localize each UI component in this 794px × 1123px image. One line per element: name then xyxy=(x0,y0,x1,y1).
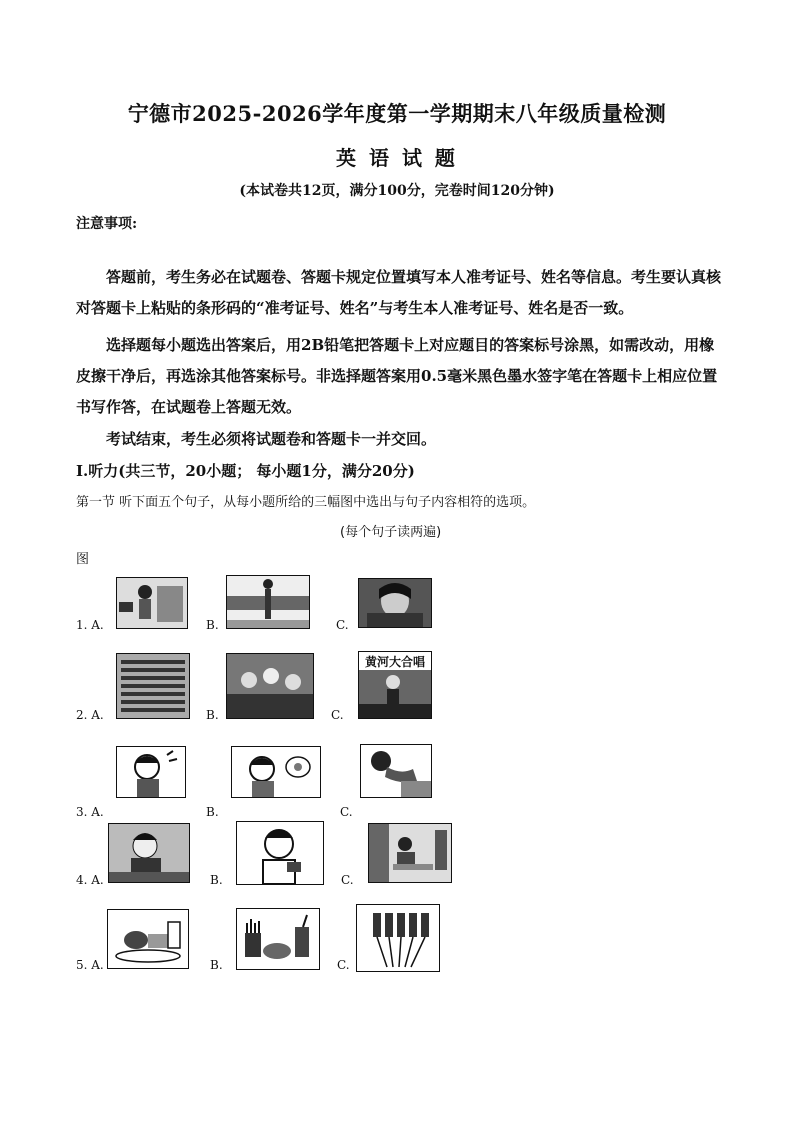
option-image xyxy=(236,908,320,970)
read-twice-note: (每个句子读两遍) xyxy=(340,525,442,540)
option-c-label: C. xyxy=(331,708,344,722)
listening-section-title: Ⅰ.听力(共三节，20小题； 每小题1分，满分20分) xyxy=(76,462,415,480)
part1-instruction: 第一节 听下面五个句子，从每小题所给的三幅图中选出与句子内容相符的选项。 xyxy=(76,495,536,510)
question-number: 1. A. xyxy=(76,618,104,632)
option-image xyxy=(358,651,432,719)
option-image xyxy=(368,823,452,883)
option-image xyxy=(107,909,189,969)
option-b-label: B. xyxy=(206,708,219,722)
option-image xyxy=(226,575,310,629)
question-number: 3. A. xyxy=(76,805,104,819)
notice-paragraph-1: 答题前，考生务必在试题卷、答题卡规定位置填写本人准考证号、姓名等信息。考生要认真核对答题卡上粘贴的条形码的“准考证号、姓名”与考生本人准考证号、姓名是否一致。 xyxy=(76,268,722,317)
option-c-label: C. xyxy=(336,618,349,632)
question-number: 5. A. xyxy=(76,958,104,972)
banner-text: 黄河大合唱 xyxy=(364,655,426,669)
option-image xyxy=(358,578,432,628)
option-b-label: B. xyxy=(206,618,219,632)
subject-title: 英 语 试 题 xyxy=(336,146,458,170)
option-image xyxy=(226,653,314,719)
question-number: 4. A. xyxy=(76,873,104,887)
option-c-label: C. xyxy=(340,805,353,819)
option-image xyxy=(108,823,190,883)
option-image xyxy=(116,653,190,719)
exam-info: (本试卷共12页，满分100分，完卷时间120分钟) xyxy=(239,183,555,199)
notice-heading: 注意事项: xyxy=(76,216,138,232)
option-b-label: B. xyxy=(206,805,219,819)
option-b-label: B. xyxy=(210,958,223,972)
option-b-label: B. xyxy=(210,873,223,887)
option-c-label: C. xyxy=(341,873,354,887)
option-image xyxy=(231,746,321,798)
option-image xyxy=(116,577,188,629)
notice-paragraph-3: 考试结束，考生必须将试题卷和答题卡一并交回。 xyxy=(106,430,437,448)
option-image xyxy=(236,821,324,885)
figure-label: 图 xyxy=(76,552,90,567)
option-image xyxy=(360,744,432,798)
exam-title: 宁德市2025-2026学年度第一学期期末八年级质量检测 xyxy=(127,101,667,126)
question-number: 2. A. xyxy=(76,708,104,722)
notice-paragraph-2: 选择题每小题选出答案后，用2B铅笔把答题卡上对应题目的答案标号涂黑，如需改动，用橡皮擦干净后，再选涂其他答案标号。非选择题答案用0.5毫米黑色墨水签字笔在答题卡上相应位置书写作答，在试题卷上答题无效。 xyxy=(76,336,718,416)
option-image xyxy=(116,746,186,798)
option-c-label: C. xyxy=(337,958,350,972)
option-image xyxy=(356,904,440,972)
